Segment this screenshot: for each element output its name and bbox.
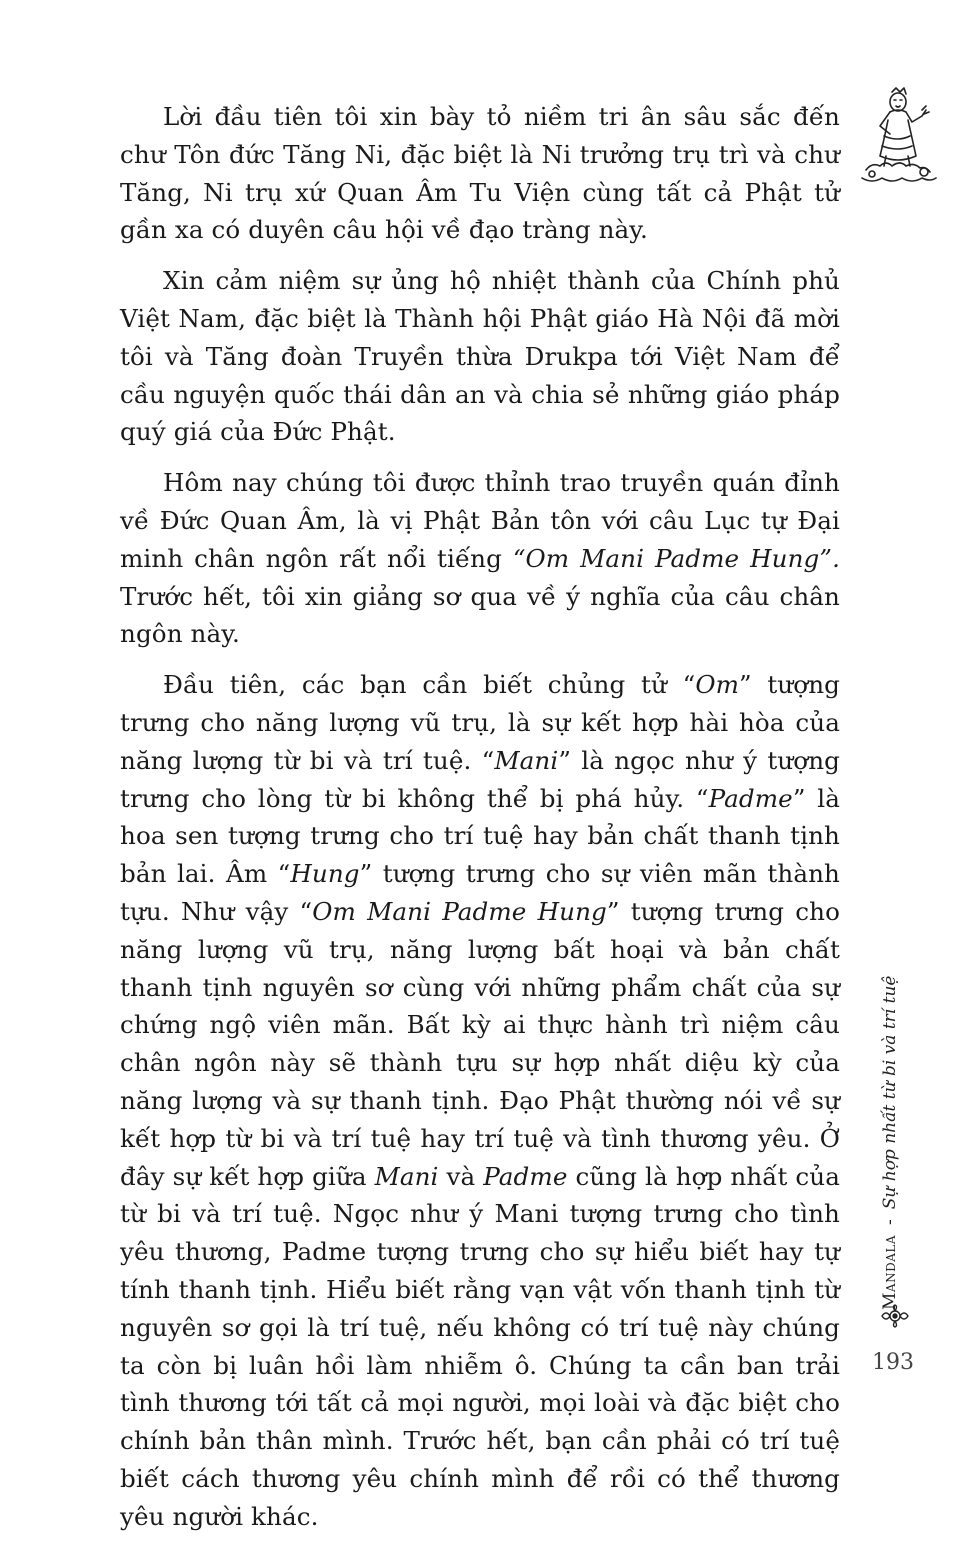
italic-term: Padme — [708, 783, 793, 813]
deity-figure-icon — [858, 86, 940, 188]
italic-term: Om Mani Padme Hung — [312, 896, 607, 926]
body-text — [120, 98, 840, 1548]
text-run: ” là ngọc như ý tượng trưng cho lòng từ bi không thể bị phá hủy. “ — [120, 745, 840, 813]
italic-term: Om — [695, 670, 740, 700]
italic-term: Mani — [374, 1161, 439, 1191]
text-run: Đầu tiên, các bạn cần biết chủng tử “ — [163, 670, 696, 700]
chapter-title: Sự hợp nhất từ bi và trí tuệ — [880, 975, 900, 1210]
text-run: ” là hoa sen tượng trưng cho trí tuệ hay bản chất thanh tịnh bản lai. Âm “ — [120, 783, 840, 889]
book-title: Mandala — [880, 1235, 900, 1310]
text-run: Xin cảm niệm sự ủng hộ nhiệt thành của Chính phủ Việt Nam, đặc biệt là Thành hội Phật giáo Hà Nội đã mời tôi và Tăng đoàn Truyền thừa Drukpa tới Việt Nam để cầu nguyện quốc thái dân an và chia sẻ những giáo pháp quý giá của Đức Phật. — [120, 266, 840, 447]
text-run: Hôm nay chúng tôi được thỉnh trao truyền quán đỉnh về Đức Quan Âm, là vị Phật Bản tôn với câu Lục tự Đại minh chân ngôn rất nổi tiếng — [120, 468, 840, 573]
paragraph-2 — [120, 262, 840, 451]
paragraph-1 — [120, 98, 840, 249]
text-run: ” tượng trưng cho sự viên mãn thành tựu. Như vậy “ — [120, 859, 840, 926]
paragraph-3 — [120, 464, 840, 653]
text-run: Lời đầu tiên tôi xin bày tỏ niềm tri ân sâu sắc đến chư Tôn đức Tăng Ni, đặc biệt là Ni trưởng trụ trì và chư Tăng, Ni trụ xứ Quan Âm Tu Viện cùng tất cả Phật tử gần xa có duyên câu hội về đạo tràng này. — [120, 102, 840, 245]
page-number: 193 — [872, 1350, 914, 1375]
ornament-knot-icon — [880, 1304, 910, 1328]
text-run: ” tượng trưng cho năng lượng vũ trụ, năng lượng bất hoại và bản chất thanh tịnh nguyên sơ cùng với những phẩm chất của sự chứng ngộ viên mãn. Bất kỳ ai thực hành trì niệm câu chân ngôn này sẽ thành tựu sự hợp nhất diệu kỳ của năng lượng và sự thanh tịnh. Đạo Phật thường nói về sự kết hợp từ bi và trí tuệ hay trí tuệ và tình thương yêu. Ở đây sự kết hợp giữa — [120, 896, 840, 1191]
italic-term: Mani — [494, 745, 559, 775]
italic-term: “Om Mani Padme Hung”. — [512, 543, 840, 573]
text-run: và — [438, 1161, 484, 1191]
italic-term: Hung — [290, 859, 360, 889]
text-run: ” tượng trưng cho năng lượng vũ trụ, là sự kết hợp hài hòa của năng lượng từ bi và trí tuệ. “ — [120, 670, 841, 775]
paragraph-4 — [120, 666, 840, 1535]
running-head — [870, 840, 910, 1310]
text-run: cũng là hợp nhất của từ bi và trí tuệ. Ngọc như ý Mani tượng trưng cho tình yêu thương, Padme tượng trưng cho sự hiểu biết hay tự tính thanh tịnh. Hiểu biết rằng vạn vật vốn thanh tịnh từ nguyên sơ gọi là trí tuệ, nếu không có trí tuệ này chúng ta còn bị luân hồi làm nhiễm ô. Chúng ta cần ban trải tình thương tới tất cả mọi người, mọi loài và đặc biệt cho chính bản thân mình. Trước hết, bạn cần phải có trí tuệ biết cách thương yêu chính mình để rồi có thể thương yêu người khác. — [120, 1161, 840, 1531]
italic-term: Padme — [483, 1161, 568, 1191]
title-separator: - — [880, 1219, 900, 1225]
text-run: Trước hết, tôi xin giảng sơ qua về ý nghĩa của câu chân ngôn này. — [120, 581, 840, 649]
